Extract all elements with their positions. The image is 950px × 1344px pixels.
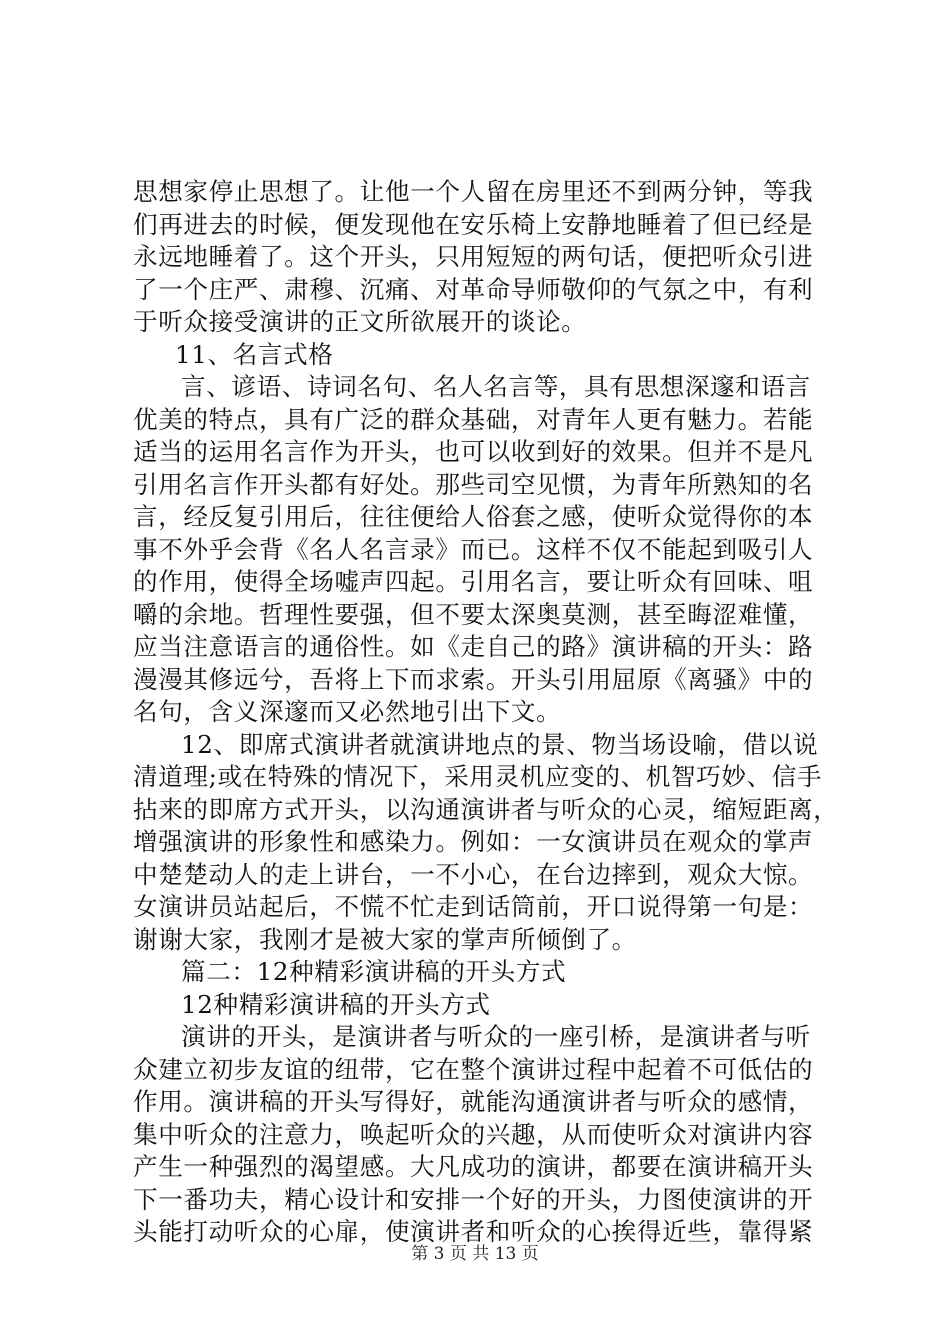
text-line: 漫漫其修远兮，吾将上下而求索。开头引用屈原《离骚》中的 — [133, 664, 814, 694]
text-line: 们再进去的时候，便发现他在安乐椅上安静地睡着了但已经是 — [133, 209, 814, 239]
text-line: 下一番功夫，精心设计和安排一个好的开头，力图使演讲的开 — [133, 1184, 814, 1214]
text-line: 事不外乎会背《名人名言录》而已。这样不仅不能起到吸引人 — [133, 534, 814, 564]
text-line: 拈来的即席方式开头，以沟通演讲者与听众的心灵，缩短距离， — [133, 794, 839, 824]
text-line: 女演讲员站起后，不慌不忙走到话筒前，开口说得第一句是： — [133, 892, 814, 921]
text-line: 作用。演讲稿的开头写得好，就能沟通演讲者与听众的感情， — [133, 1087, 814, 1116]
text-line: 谢谢大家，我刚才是被大家的掌声所倾倒了。 — [133, 924, 637, 954]
text-line: 集中听众的注意力，唤起听众的兴趣，从而使听众对演讲内容 — [133, 1119, 814, 1149]
text-line: 演讲的开头，是演讲者与听众的一座引桥，是演讲者与听 — [181, 1022, 811, 1051]
text-line: 永远地睡着了。这个开头，只用短短的两句话，便把听众引进 — [133, 242, 814, 271]
section-heading: 12、即席式演讲者就演讲地点的景、物当场设喻，借以说 — [181, 729, 819, 759]
text-line: 嚼的余地。哲理性要强，但不要太深奥莫测，甚至晦涩难懂， — [133, 599, 814, 629]
text-line: 优美的特点，具有广泛的群众基础，对青年人更有魅力。若能 — [133, 404, 814, 434]
text-line: 众建立初步友谊的纽带，它在整个演讲过程中起着不可低估的 — [133, 1054, 814, 1084]
text-line: 名句，含义深邃而又必然地引出下文。 — [133, 697, 562, 726]
text-line: 适当的运用名言作为开头，也可以收到好的效果。但并不是凡 — [133, 437, 814, 466]
text-line: 于听众接受演讲的正文所欲展开的谈论。 — [133, 307, 587, 336]
page-number-footer: 第 3 页 共 13 页 — [411, 1244, 539, 1264]
text-line: 清道理;或在特殊的情况下，采用灵机应变的、机智巧妙、信手 — [133, 762, 823, 791]
text-line: 增强演讲的形象性和感染力。例如：一女演讲员在观众的掌声 — [133, 827, 814, 856]
article-title: 12种精彩演讲稿的开头方式 — [181, 989, 491, 1019]
text-line: 言，经反复引用后，往往便给人俗套之感，使听众觉得你的本 — [133, 502, 814, 531]
text-line: 了一个庄严、肃穆、沉痛、对革命导师敬仰的气氛之中，有利 — [133, 274, 814, 304]
section-heading: 11、名言式格 — [175, 339, 334, 369]
text-line: 应当注意语言的通俗性。如《走自己的路》演讲稿的开头：路 — [133, 632, 814, 661]
text-line: 引用名言作开头都有好处。那些司空见惯，为青年所熟知的名 — [133, 469, 814, 499]
text-line: 中楚楚动人的走上讲台，一不小心，在台边摔到，观众大惊。 — [133, 859, 814, 889]
text-line: 的作用，使得全场嘘声四起。引用名言，要让听众有回味、咀 — [133, 567, 814, 596]
text-line: 言、谚语、诗词名句、名人名言等，具有思想深邃和语言 — [181, 372, 811, 401]
chapter-heading: 篇二：12种精彩演讲稿的开头方式 — [181, 957, 567, 986]
text-line: 思想家停止思想了。让他一个人留在房里还不到两分钟，等我 — [133, 177, 814, 206]
text-line: 产生一种强烈的渴望感。大凡成功的演讲，都要在演讲稿开头 — [133, 1152, 814, 1181]
document-body — [133, 176, 839, 1249]
text-line: 头能打动听众的心扉，使演讲者和听众的心挨得近些，靠得紧 — [133, 1217, 814, 1246]
